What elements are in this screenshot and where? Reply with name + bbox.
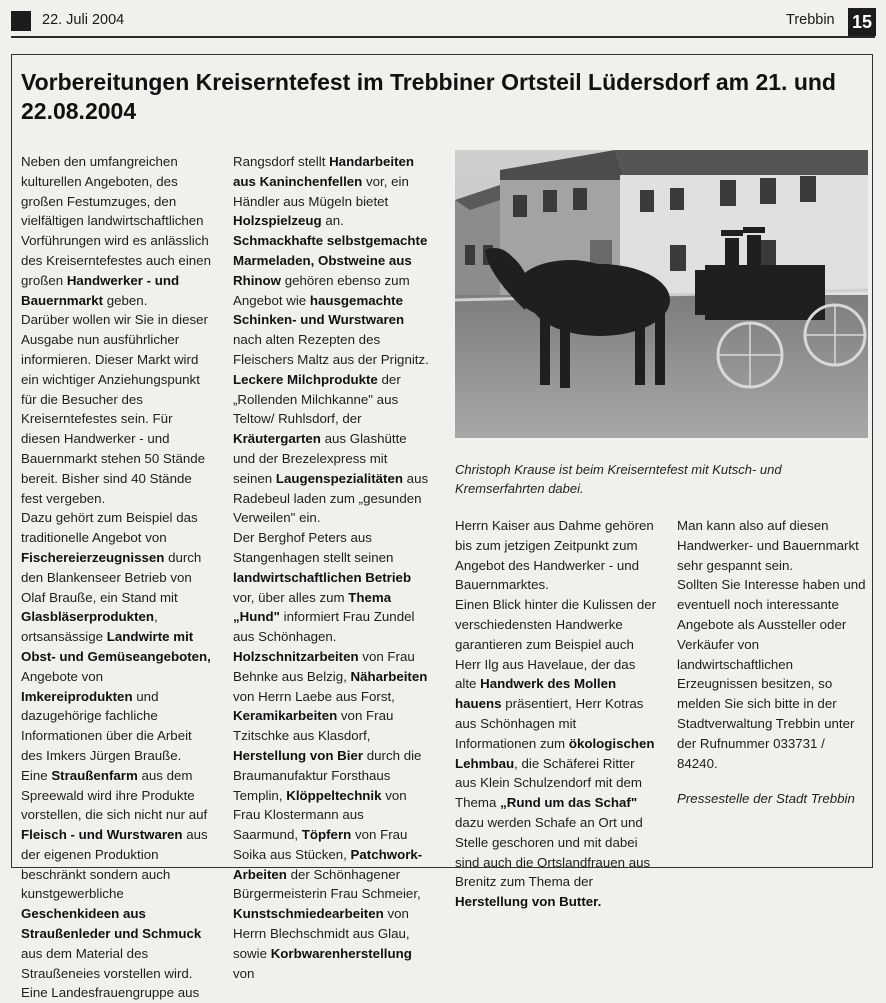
body-text: , ortsansässige xyxy=(21,609,158,645)
highlight-term: Holzschnitzarbeiten xyxy=(233,648,359,664)
highlight-term: „Rund um das Schaf" xyxy=(500,795,638,811)
article-column-3 xyxy=(455,516,659,912)
highlight-term: Thema „Hund" xyxy=(233,589,392,625)
header-rule xyxy=(11,36,875,38)
body-text: aus Radebeul laden zum „gesunden Verweilen" ein. Der Berghof Peters aus Stangenhagen stellt seinen xyxy=(233,470,429,565)
body-text: durch die Braumanufaktur Forsthaus Templin, xyxy=(233,747,422,803)
highlight-term: Fleisch - und Wurstwaren xyxy=(21,827,183,843)
highlight-term: Handarbeiten aus Kaninchenfellen xyxy=(233,154,415,189)
body-text: Angebote von xyxy=(21,668,104,684)
body-text: nach alten Rezepten des Fleischers Maltz aus der Prignitz. xyxy=(233,332,429,367)
body-text: Man kann also auf diesen Handwerker- und Bauernmarkt sehr gespannt sein. Sollten Sie Interesse haben und eventuell noch interessante Angebote als Aussteller oder Verkäufer von landwirtschaftlichen Erzeugnissen besitzen, so melden Sie sich bitte in der Stadtverwaltung Trebbin unter der Rufnummer 033731 / 84240. xyxy=(677,518,866,771)
highlight-term: Laugenspezialitäten xyxy=(275,470,403,486)
body-text: informiert Frau Zundel aus Schönhagen. xyxy=(233,609,415,645)
body-text: dazu werden Schafe an Ort und Stelle geschoren und mit dabei sind auch die Ortslandfrauen aus Brenitz zum Thema der xyxy=(455,814,651,890)
body-text: von Frau Soika aus Stücken, xyxy=(233,827,408,862)
highlight-term: Leckere Milchprodukte xyxy=(233,371,378,387)
highlight-term: ökologischen Lehmbau xyxy=(455,735,655,771)
highlight-term: Straußenfarm xyxy=(51,767,138,783)
highlight-term: Patchwork-Arbeiten xyxy=(233,846,423,882)
highlight-term: Landwirte mit Obst- und Gemüseangeboten, xyxy=(21,629,211,664)
body-text: Neben den umfangreichen kulturellen Angeboten, des großen Festumzuges, den vielfältigen landwirtschaftlichen Vorführungen wird es anlässlich des Kreiserntefestes auch einen großen xyxy=(21,154,211,288)
highlight-term: Fischereierzeugnissen xyxy=(21,549,165,565)
page-header xyxy=(0,0,886,38)
body-text: vor, über alles zum xyxy=(233,589,349,605)
body-text: von Frau Behnke aus Belzig, xyxy=(233,648,415,684)
article-column-4 xyxy=(677,516,869,809)
body-text: , die Schäferei Ritter aus Klein Schulzendorf mit dem Thema xyxy=(455,755,642,811)
highlight-term: Keramikarbeiten xyxy=(233,708,338,724)
body-text: durch den Blankenseer Betrieb von Olaf Brauße, ein Stand mit xyxy=(21,549,202,605)
body-text: von Frau Klostermann aus Saarmund, xyxy=(233,787,407,843)
body-text: der „Rollenden Milchkanne" aus Teltow/ Ruhlsdorf, der xyxy=(233,371,401,427)
highlight-term: Imkereiprodukten xyxy=(21,688,133,704)
body-text: und dazugehörige fachliche Informationen über die Arbeit des Imkers Jürgen Brauße. Eine xyxy=(21,688,192,783)
highlight-term: Töpfern xyxy=(301,827,352,843)
body-text: von Frau Tzitschke aus Klasdorf, xyxy=(233,708,394,744)
horse-carriage-photo xyxy=(455,150,868,438)
highlight-term: hausgemachte Schinken- und Wurstwaren xyxy=(233,292,405,328)
highlight-term: Handwerker - und Bauernmarkt xyxy=(21,272,180,308)
highlight-term: Glasbläserprodukten xyxy=(21,609,155,625)
highlight-term: Herstellung von Bier xyxy=(233,747,364,763)
highlight-term: Holzspielzeug xyxy=(233,213,322,229)
photo-drawing xyxy=(455,150,868,438)
highlight-term: landwirtschaftlichen Betrieb xyxy=(233,569,412,585)
body-text: aus dem Material des Straußeneies vorstellen wird. Eine Landesfrauengruppe aus xyxy=(21,945,200,1001)
body-text: aus dem Spreewald wird ihre Produkte vorstellen, die sich nicht nur auf xyxy=(21,767,208,823)
article-column-2 xyxy=(233,152,429,983)
highlight-term: Herstellung von Butter. xyxy=(455,894,602,910)
article-column-1 xyxy=(21,152,215,1003)
body-text: Herrn Kaiser aus Dahme gehören bis zum jetzigen Zeitpunkt zum Angebot des Handwerker - und Bauernmarktes. Einen Blick hinter die Kulissen der verschiedensten Handwerke garantieren zum Beispiel auch Herr Ilg aus Havelaue, der das alte xyxy=(455,518,657,692)
highlight-term: Kräutergarten xyxy=(233,431,321,447)
body-text: Rangsdorf stellt xyxy=(233,154,330,169)
body-text: geben. Darüber wollen wir Sie in dieser Ausgabe nun ausführlicher informieren. Dieser Markt wird ein wichtiger Anziehungspunkt für die Besucher des Kreiserntefestes sein. Für diesen Handwerker - und Bauernmarkt stehen 50 Stände bereit. Bisher sind 40 Stände fest vergeben. Dazu gehört zum Beispiel das traditionelle Angebot von xyxy=(21,292,208,546)
black-square-marker-icon xyxy=(11,11,31,31)
body-text: der Schönhagener Bürgermeisterin Frau Schmeier, xyxy=(233,866,421,902)
body-text: aus der eigenen Produktion beschränkt sondern auch kunstgewerbliche xyxy=(21,827,208,902)
body-text: präsentiert, Herr Kotras aus Schönhagen mit Informationen zum xyxy=(455,696,644,751)
body-text: aus Glashütte und der Brezelexpress mit seinen xyxy=(233,431,407,486)
highlight-term: Handwerk des Mollen hauens xyxy=(455,676,617,712)
highlight-term: Korbwarenherstellung xyxy=(270,945,412,961)
signature: Pressestelle der Stadt Trebbin xyxy=(677,791,855,807)
section-title: Trebbin xyxy=(786,12,835,28)
body-text: von xyxy=(233,965,255,981)
highlight-term: Klöppeltechnik xyxy=(286,787,382,803)
body-text: an. xyxy=(325,213,344,229)
highlight-term: Schmackhafte selbstgemachte Marmeladen, Obstweine aus Rhinow xyxy=(233,233,428,288)
body-text: von Herrn Blechschmidt aus Glau, sowie xyxy=(233,906,410,961)
highlight-term: Näharbeiten xyxy=(350,668,428,684)
article-headline: Vorbereitungen Kreiserntefest im Trebbiner Ortsteil Lüdersdorf am 21. und 22.08.2004 xyxy=(21,69,836,124)
photo-caption: Christoph Krause ist beim Kreiserntefest mit Kutsch- und Kremserfahrten dabei. xyxy=(455,462,782,496)
highlight-term: Kunstschmiedearbeiten xyxy=(233,906,384,922)
issue-date: 22. Juli 2004 xyxy=(42,12,125,28)
body-text: von Herrn Laebe aus Forst, xyxy=(233,688,395,704)
page-number: 15 xyxy=(848,8,876,36)
body-text: gehören ebenso zum Angebot wie xyxy=(233,272,410,308)
body-text: vor, ein Händler aus Mügeln bietet xyxy=(233,173,409,209)
highlight-term: Geschenkideen aus Straußenleder und Schmuck xyxy=(21,906,202,942)
